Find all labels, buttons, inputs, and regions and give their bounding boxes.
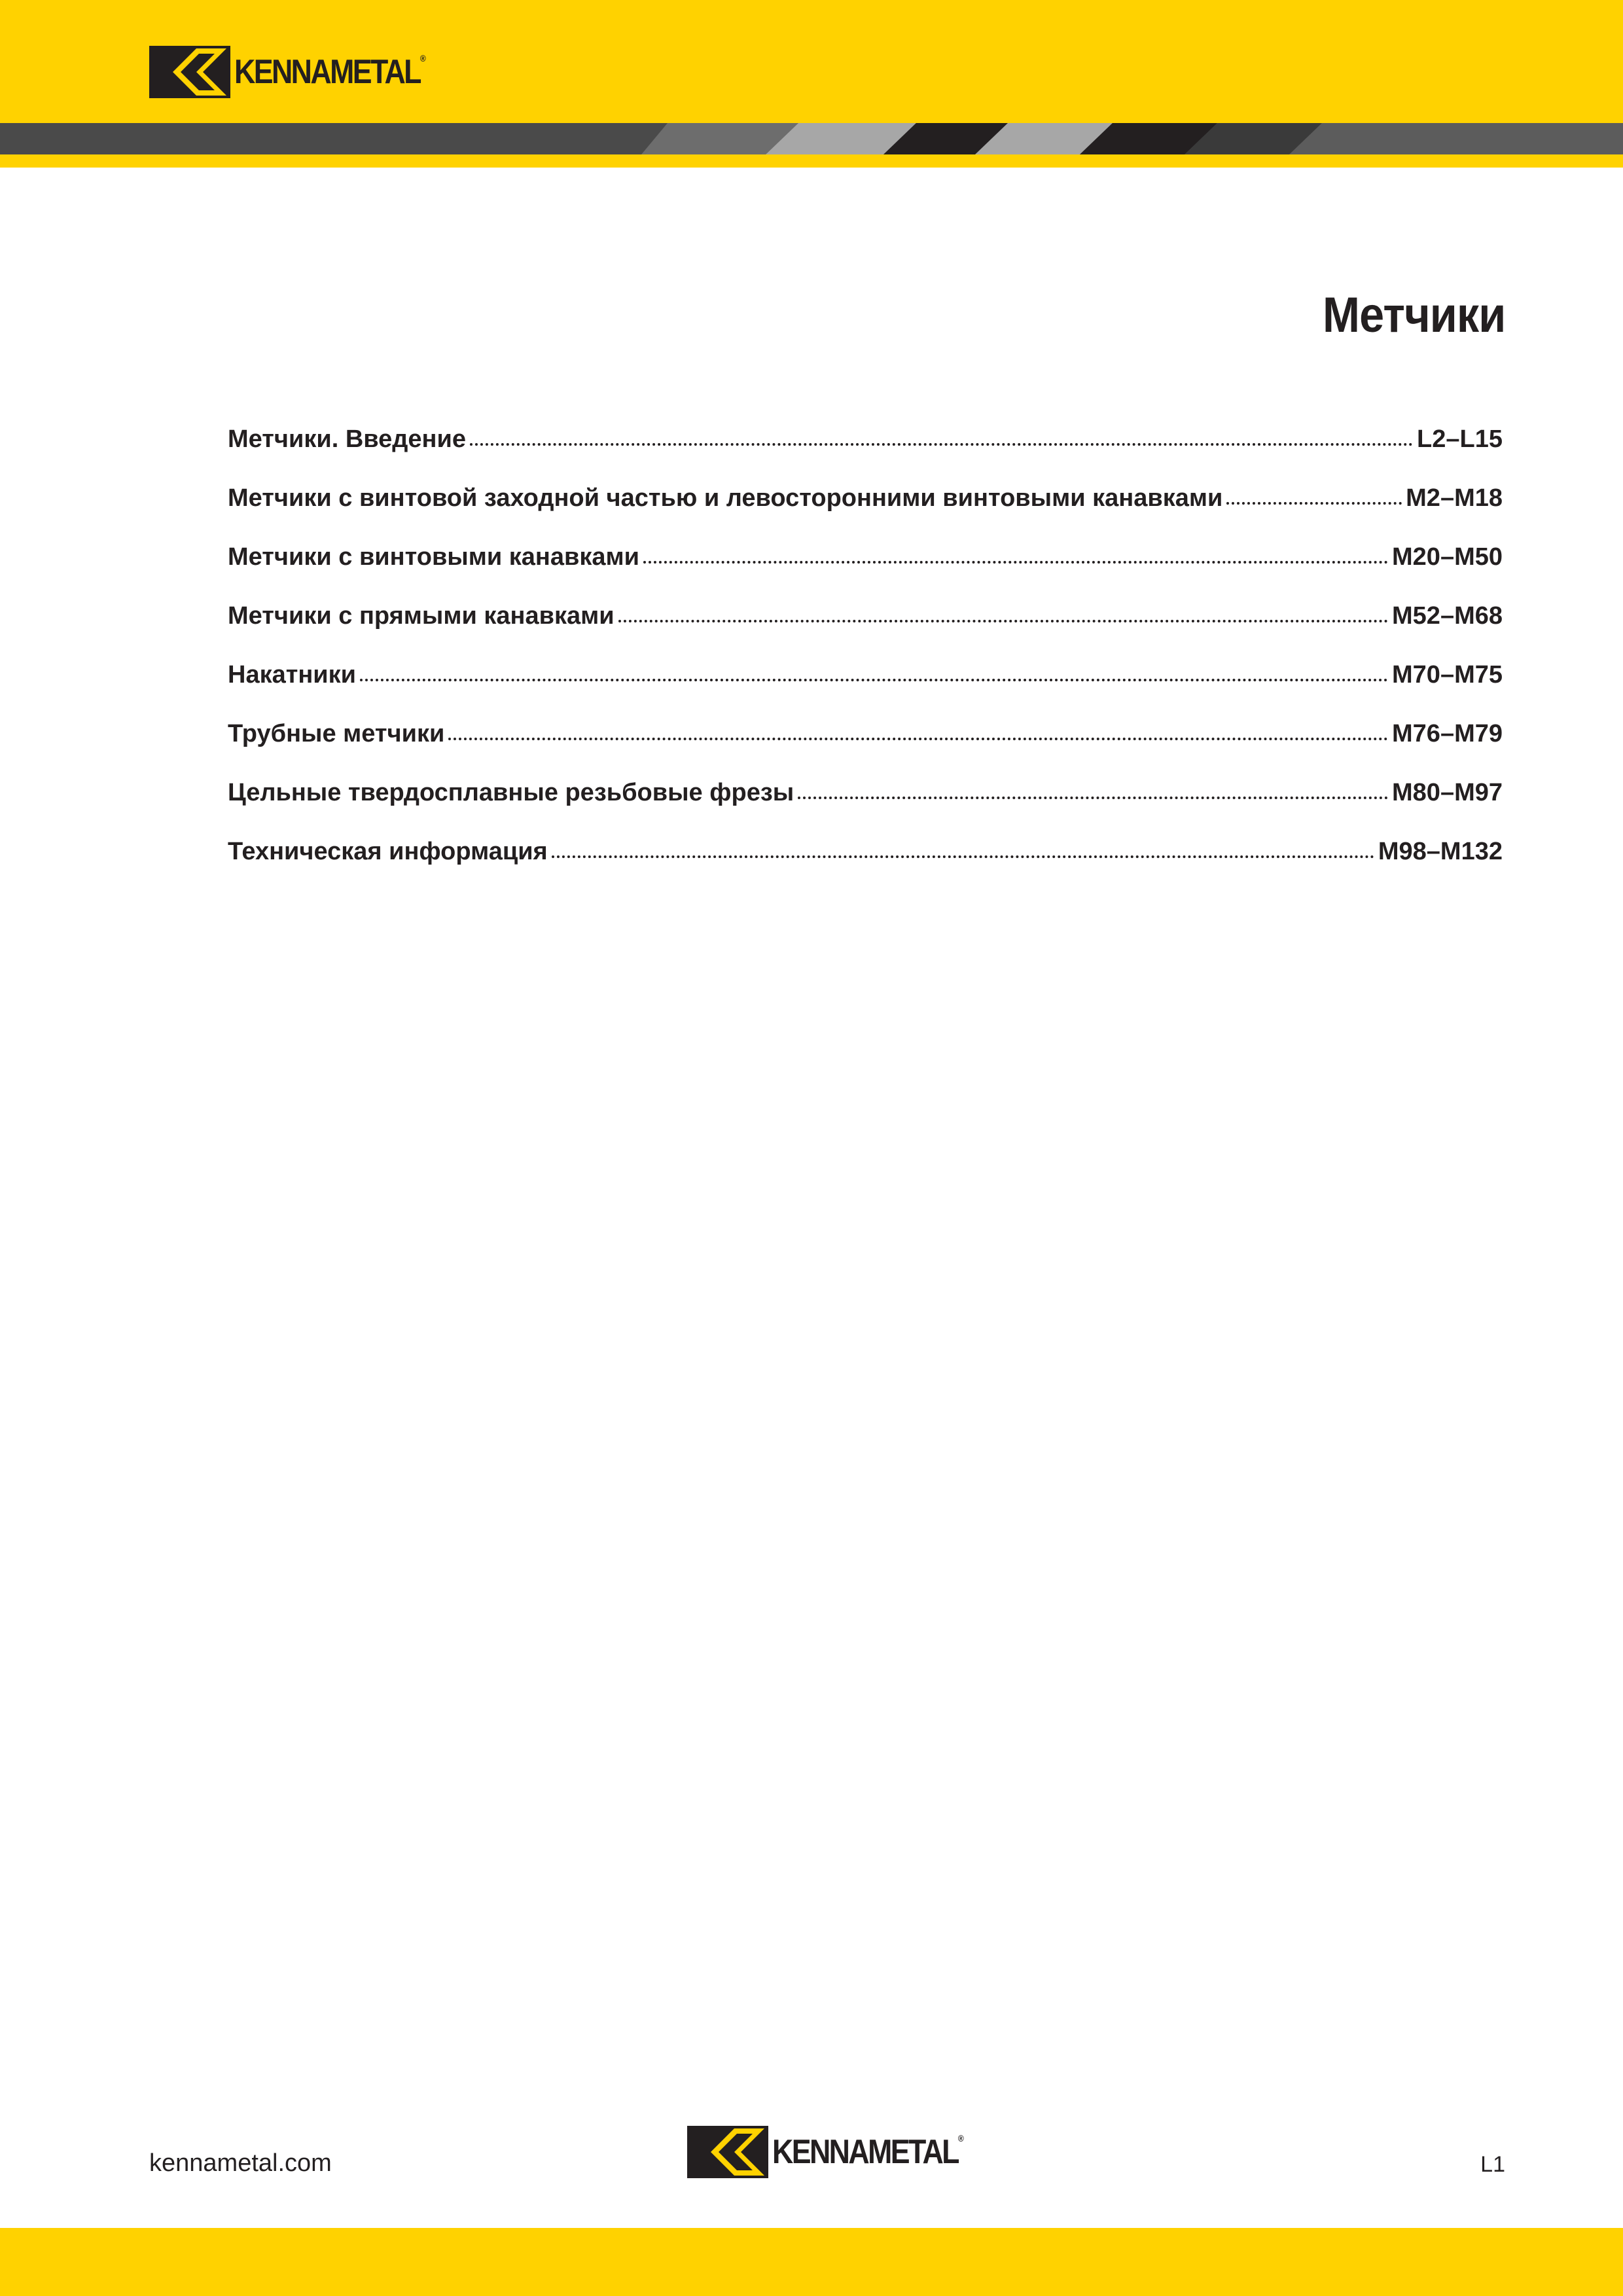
toc-entry-pages: M98–M132 [1378,838,1503,865]
toc-entry-pages: M2–M18 [1406,484,1503,512]
toc-entry-label: Цельные твердосплавные резьбовые фрезы [228,779,794,806]
footer-band [0,2228,1623,2296]
kennametal-k-logo-icon [687,2126,768,2178]
toc-dot-leader [618,620,1388,622]
trademark-symbol: ® [419,53,426,63]
page-title: Метчики [1322,287,1505,343]
toc-dot-leader [798,797,1388,799]
trademark-symbol: ® [957,2133,964,2144]
table-of-contents [228,425,1503,897]
toc-entry-pages: M70–M75 [1392,661,1503,689]
toc-entry-pages: M20–M50 [1392,543,1503,571]
header-stripe-band [0,123,1623,154]
toc-entry[interactable] [228,838,1503,897]
header-logo[interactable] [149,46,457,98]
toc-entry-label: Накатники [228,661,357,689]
logo-wordmark [234,55,426,89]
page-number: L1 [1480,2152,1505,2177]
toc-dot-leader [470,443,1413,446]
toc-entry-pages: M52–M68 [1392,602,1503,630]
toc-entry[interactable] [228,602,1503,661]
toc-entry-pages: L2–L15 [1417,425,1503,453]
decorative-stripes [0,123,1623,154]
toc-dot-leader [448,738,1388,740]
toc-entry-label: Метчики. Введение [228,425,466,453]
footer-website-link[interactable]: kennametal.com [149,2149,332,2177]
toc-entry[interactable] [228,425,1503,484]
toc-entry-label: Трубные метчики [228,720,445,747]
toc-entry-pages: M76–M79 [1392,720,1503,747]
kennametal-k-logo-icon [149,46,230,98]
logo-wordmark-text: KENNAMETAL [772,2133,958,2171]
toc-entry-label: Метчики с винтовой заходной частью и левосторонними винтовыми канавками [228,484,1223,512]
toc-entry[interactable] [228,661,1503,720]
toc-dot-leader [1226,502,1402,505]
toc-dot-leader [360,679,1388,681]
toc-dot-leader [643,561,1388,564]
header-underline [0,154,1623,168]
toc-entry-label: Техническая информация [228,838,548,865]
toc-entry-label: Метчики с винтовыми канавками [228,543,640,571]
logo-wordmark-text: KENNAMETAL [234,53,420,91]
toc-dot-leader [552,855,1374,858]
toc-entry-pages: M80–M97 [1392,779,1503,806]
toc-entry[interactable] [228,484,1503,543]
toc-entry[interactable] [228,720,1503,779]
toc-entry[interactable] [228,779,1503,838]
toc-entry-label: Метчики с прямыми канавками [228,602,615,630]
footer-logo[interactable] [687,2126,995,2178]
toc-entry[interactable] [228,543,1503,602]
logo-wordmark [772,2135,964,2169]
